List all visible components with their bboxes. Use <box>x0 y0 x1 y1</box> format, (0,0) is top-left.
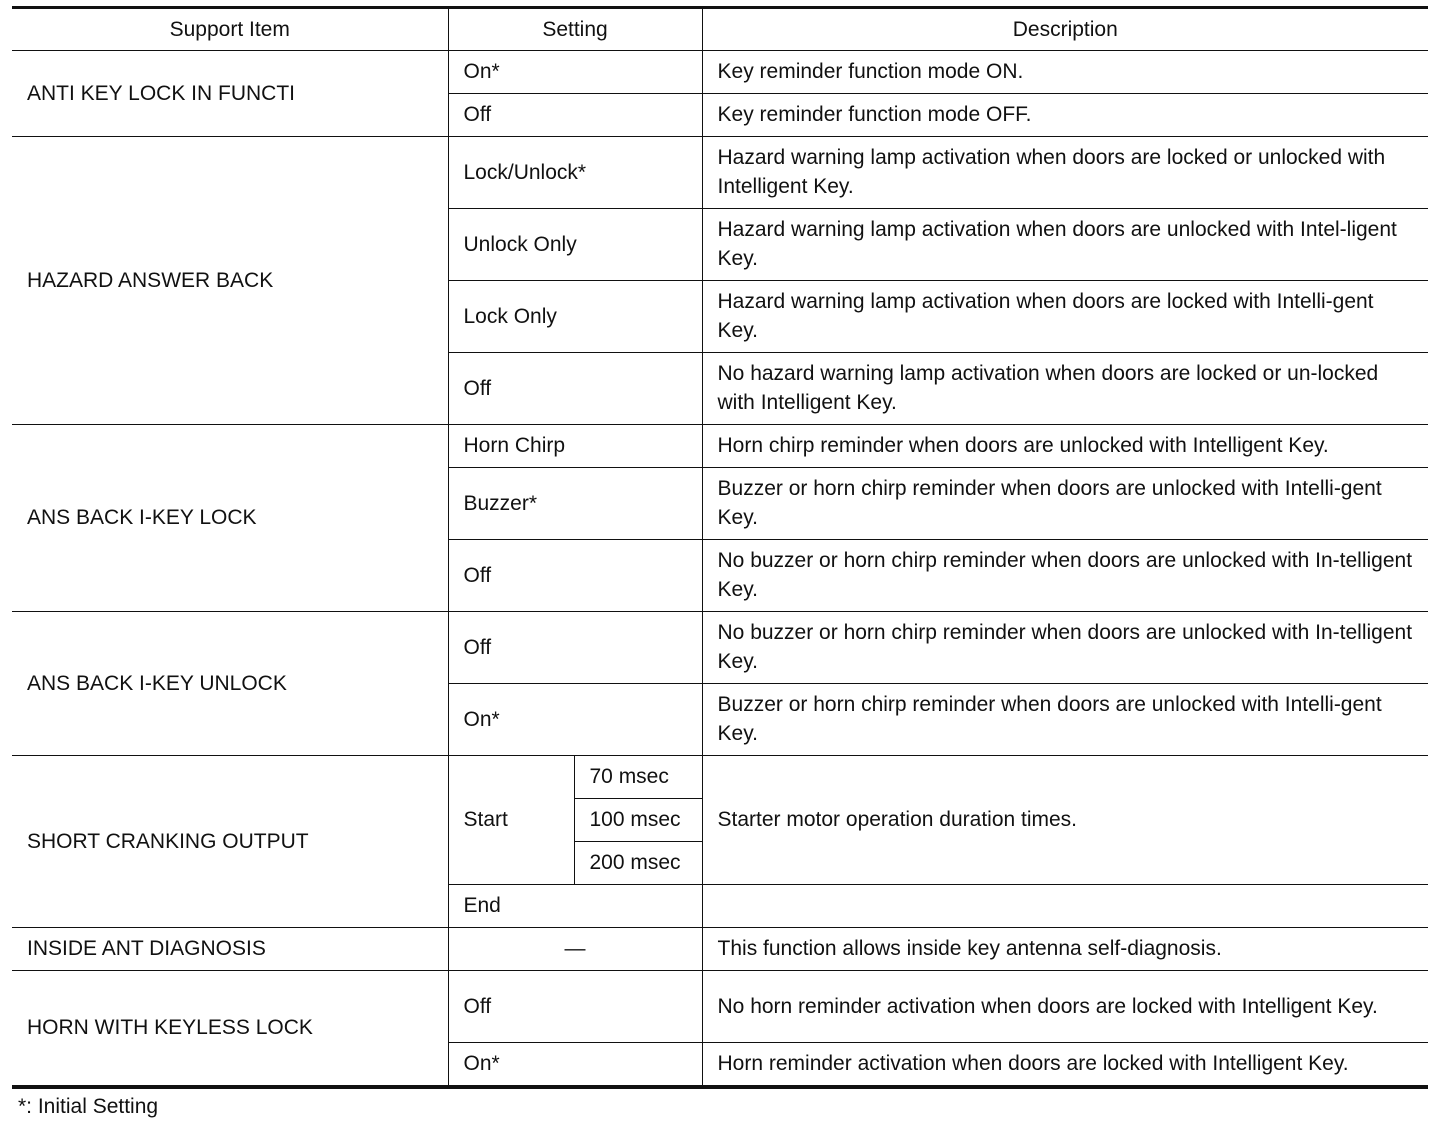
description-cell: No buzzer or horn chirp reminder when doors are unlocked with In-telligent Key. <box>702 612 1428 684</box>
setting-cell: Buzzer* <box>448 468 702 540</box>
header-row <box>12 8 1428 51</box>
setting-cell: On* <box>448 1043 702 1088</box>
description-cell: Hazard warning lamp activation when doors are locked with Intelli-gent Key. <box>702 281 1428 353</box>
description-cell: Hazard warning lamp activation when doors are unlocked with Intel-ligent Key. <box>702 209 1428 281</box>
setting-header: Setting <box>448 8 702 51</box>
setting-cell: On* <box>448 684 702 756</box>
description-cell: Horn reminder activation when doors are locked with Intelligent Key. <box>702 1043 1428 1088</box>
description-cell: No horn reminder activation when doors are locked with Intelligent Key. <box>702 971 1428 1043</box>
support-item-cell: ANS BACK I-KEY LOCK <box>12 425 448 612</box>
setting-cell: — <box>448 928 702 971</box>
table-row <box>12 971 1428 1043</box>
duration-cell: 200 msec <box>574 842 702 885</box>
description-cell: Horn chirp reminder when doors are unlocked with Intelligent Key. <box>702 425 1428 468</box>
setting-cell: On* <box>448 51 702 94</box>
setting-cell: Off <box>448 353 702 425</box>
support-item-header: Support Item <box>12 8 448 51</box>
description-cell: This function allows inside key antenna self-diagnosis. <box>702 928 1428 971</box>
setting-cell: Horn Chirp <box>448 425 702 468</box>
description-header: Description <box>702 8 1428 51</box>
table-row <box>12 51 1428 94</box>
support-item-cell: HORN WITH KEYLESS LOCK <box>12 971 448 1088</box>
description-cell: No hazard warning lamp activation when doors are locked or un-locked with Intelligent Key. <box>702 353 1428 425</box>
description-cell: Key reminder function mode OFF. <box>702 94 1428 137</box>
setting-cell: Lock/Unlock* <box>448 137 702 209</box>
support-item-cell: INSIDE ANT DIAGNOSIS <box>12 928 448 971</box>
support-item-cell: SHORT CRANKING OUTPUT <box>12 756 448 928</box>
setting-cell: Off <box>448 540 702 612</box>
table-row <box>12 928 1428 971</box>
description-cell: Hazard warning lamp activation when doors are locked or unlocked with Intelligent Key. <box>702 137 1428 209</box>
description-cell <box>702 885 1428 928</box>
footnote: *: Initial Setting <box>18 1095 159 1118</box>
duration-cell: 70 msec <box>574 756 702 799</box>
setting-cell: Off <box>448 94 702 137</box>
description-cell: Key reminder function mode ON. <box>702 51 1428 94</box>
support-item-cell: ANS BACK I-KEY UNLOCK <box>12 612 448 756</box>
description-cell: Buzzer or horn chirp reminder when doors are unlocked with Intelli-gent Key. <box>702 468 1428 540</box>
table-row <box>12 425 1428 468</box>
setting-cell: Off <box>448 971 702 1043</box>
setting-cell: Lock Only <box>448 281 702 353</box>
duration-cell: 100 msec <box>574 799 702 842</box>
description-cell: Starter motor operation duration times. <box>702 756 1428 885</box>
table-row <box>12 756 1428 799</box>
table-row <box>12 137 1428 209</box>
description-cell: No buzzer or horn chirp reminder when doors are unlocked with In-telligent Key. <box>702 540 1428 612</box>
setting-cell: Unlock Only <box>448 209 702 281</box>
description-cell: Buzzer or horn chirp reminder when doors are unlocked with Intelli-gent Key. <box>702 684 1428 756</box>
table-row <box>12 612 1428 684</box>
setting-cell: Off <box>448 612 702 684</box>
support-item-table <box>12 6 1428 1089</box>
support-item-cell: ANTI KEY LOCK IN FUNCTI <box>12 51 448 137</box>
support-item-cell: HAZARD ANSWER BACK <box>12 137 448 425</box>
start-setting-cell: Start <box>448 756 574 885</box>
end-setting-cell: End <box>448 885 702 928</box>
